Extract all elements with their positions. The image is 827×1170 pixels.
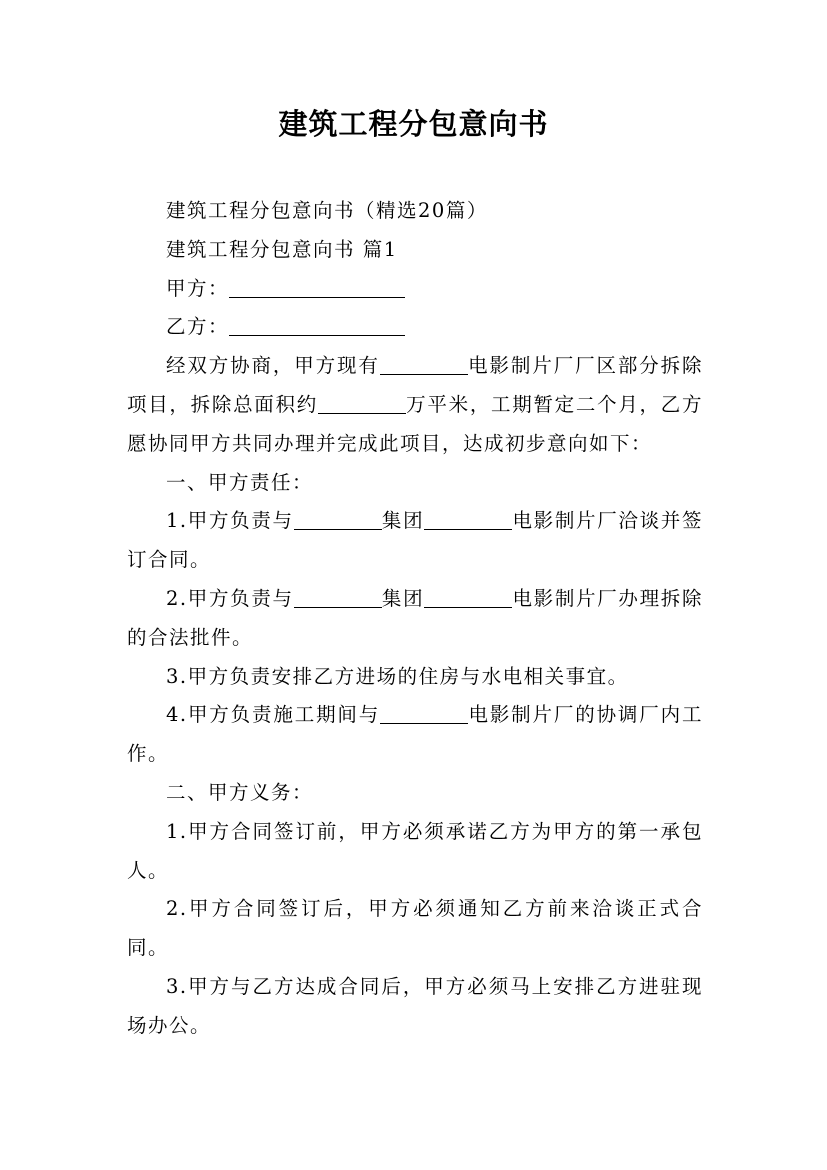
item2-1: 1.甲方合同签订前，甲方必须承诺乙方为甲方的第一承包人。 xyxy=(127,819,703,882)
party-b-line xyxy=(127,308,703,347)
document-subtitle: 建筑工程分包意向书（精选20篇） xyxy=(166,199,488,222)
intro-paragraph xyxy=(127,347,703,463)
party-a-blank xyxy=(229,276,405,297)
item1-4 xyxy=(127,696,703,774)
intro-text-2: 电影制片厂厂区部分拆除项目，拆除总面积约 xyxy=(127,354,703,416)
intro-text-1: 经双方协商，甲方现有 xyxy=(166,354,380,378)
document-title: 建筑工程分包意向书 xyxy=(278,107,549,141)
intro-blank-1 xyxy=(380,354,468,375)
intro-text-3: 万平米，工期暂定二个月，乙方愿协同甲方共同办理并完成此项目，达成初步意向如下： xyxy=(127,392,703,455)
item1-2-text-3: 电影制片厂办理拆除的合法批件。 xyxy=(127,586,703,649)
item2-3: 3.甲方与乙方达成合同后，甲方必须马上安排乙方进驻现场办公。 xyxy=(127,974,703,1037)
item1-2-text-1: 2.甲方负责与 xyxy=(166,586,294,610)
item1-4-text-2: 电影制片厂的协调厂内工作。 xyxy=(127,703,703,766)
section-heading: 建筑工程分包意向书 篇1 xyxy=(166,237,398,261)
party-b-label: 乙方： xyxy=(166,315,230,339)
item1-2 xyxy=(127,580,703,658)
item1-2-text-2: 集团 xyxy=(381,586,425,610)
item1-1 xyxy=(127,502,703,580)
item2-2: 2.甲方合同签订后，甲方必须通知乙方前来洽谈正式合同。 xyxy=(127,897,703,960)
item1-1-blank-1 xyxy=(294,509,382,530)
party-a-line xyxy=(127,270,703,309)
section1-heading: 一、甲方责任： xyxy=(166,470,314,494)
item1-1-text-3: 电影制片厂洽谈并签订合同。 xyxy=(127,509,703,572)
item1-2-blank-1 xyxy=(294,587,382,608)
section2-heading: 二、甲方义务： xyxy=(166,780,314,804)
item1-3: 3.甲方负责安排乙方进场的住房与水电相关事宜。 xyxy=(166,664,629,688)
item1-1-blank-2 xyxy=(424,509,512,530)
intro-blank-2 xyxy=(318,393,406,414)
document-body xyxy=(127,192,703,1046)
item1-1-text-1: 1.甲方负责与 xyxy=(166,509,294,533)
item1-1-text-2: 集团 xyxy=(381,509,425,533)
item1-4-text-1: 4.甲方负责施工期间与 xyxy=(166,703,381,727)
party-a-label: 甲方： xyxy=(166,276,230,300)
item1-4-blank-1 xyxy=(380,703,468,724)
item1-2-blank-2 xyxy=(424,587,512,608)
party-b-blank xyxy=(229,315,405,336)
